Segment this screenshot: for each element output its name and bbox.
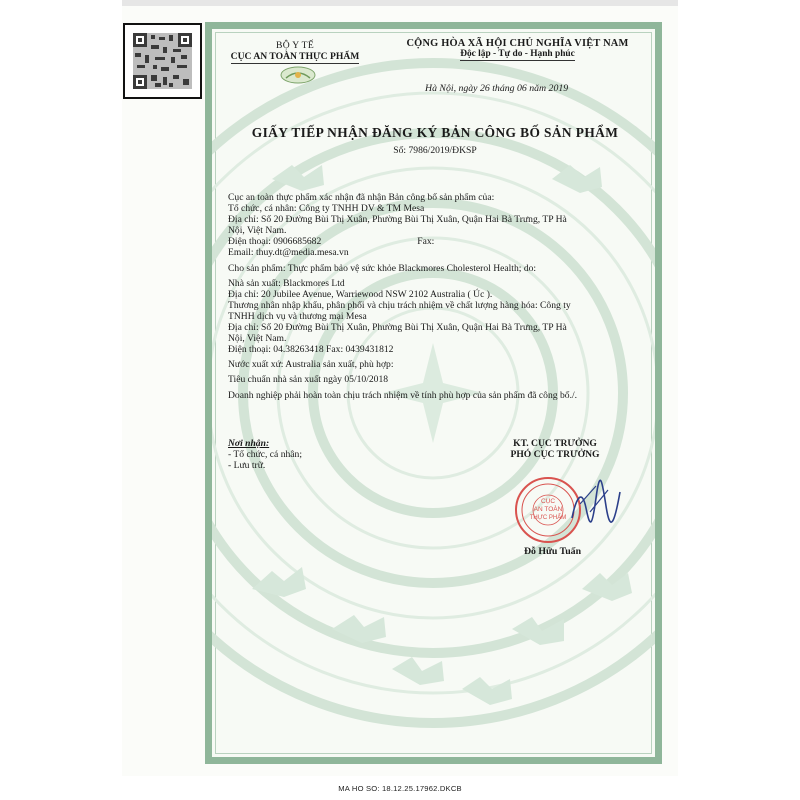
body-organization: Tổ chức, cá nhân: Công ty TNHH DV & TM Mesa xyxy=(228,203,425,215)
national-motto-text: Độc lập - Tự do - Hạnh phúc xyxy=(460,49,575,59)
stamp-line-2: AN TOÀN xyxy=(533,506,563,513)
recipients-block xyxy=(228,438,302,472)
signature-title-1: KT. CỤC TRƯỞNG xyxy=(513,438,597,449)
body-intro: Cục an toàn thực phẩm xác nhận đã nhận Bản công bố sản phẩm của: xyxy=(228,192,495,203)
body-importer-address-2: Nội, Việt Nam. xyxy=(228,333,287,345)
body-importer-phone: Điện thoại: 04.38263418 Fax: 0439431812 xyxy=(228,344,394,356)
recipients-heading: Nơi nhận: xyxy=(228,438,270,449)
national-motto xyxy=(385,49,650,61)
body-standard: Tiêu chuẩn nhà sản xuất ngày 05/10/2018 xyxy=(228,374,389,386)
dossier-code: MA HO SO: 18.12.25.17962.DKCB xyxy=(338,784,462,793)
qr-code xyxy=(123,23,202,99)
body-phone: Điện thoại: 0906685682 xyxy=(228,236,322,248)
body-email: Email: thuy.dt@media.mesa.vn xyxy=(228,247,349,259)
body-responsibility: Doanh nghiệp phải hoàn toàn chịu trách nhiệm về tính phù hợp của sản phẩm đã công bố./. xyxy=(228,389,578,401)
recipient-item: - Tổ chức, cá nhân; xyxy=(228,449,303,461)
country-name: CỘNG HÒA XÃ HỘI CHỦ NGHĨA VIỆT NAM xyxy=(406,38,629,49)
document-number: Số: 7986/2019/ĐKSP xyxy=(393,145,477,156)
stamp-line-1: CỤC xyxy=(540,498,556,505)
agency-name xyxy=(220,51,370,64)
signature-title-2: PHÓ CỤC TRƯỞNG xyxy=(510,449,600,461)
body-manufacturer: Nhà sản xuất: Blackmores Ltd xyxy=(228,277,345,289)
agency-name-text: CỤC AN TOÀN THỰC PHẨM xyxy=(230,51,360,62)
stamp-line-3: THỰC PHẨM xyxy=(529,515,567,521)
body-address-1: Địa chỉ: Số 20 Đường Bùi Thị Xuân, Phường Bùi Thị Xuân, Quận Hai Bà Trưng, TP Hà xyxy=(228,214,567,226)
ministry-name: BỘ Y TẾ xyxy=(276,40,314,51)
body-importer-2: TNHH dịch vụ và thương mại Mesa xyxy=(228,310,367,322)
recipient-item: - Lưu trữ. xyxy=(228,460,266,472)
body-importer-1: Thương nhân nhập khẩu, phân phối và chịu trách nhiệm về chất lượng hàng hóa: Công ty xyxy=(228,299,571,311)
body-origin: Nước xuất xứ: Australia sản xuất, phù hợp: xyxy=(228,359,394,371)
body-manufacturer-address: Địa chỉ: 20 Jubilee Avenue, Warriewood NSW 2102 Australia ( Úc ). xyxy=(228,288,493,300)
issue-date: Hà Nội, ngày 26 tháng 06 năm 2019 xyxy=(425,83,569,94)
handwritten-signature xyxy=(566,478,624,534)
qr-pattern-icon xyxy=(133,33,192,89)
body-address-2: Nội, Việt Nam. xyxy=(228,225,287,237)
document-body xyxy=(228,192,648,401)
body-product: Cho sản phẩm: Thực phẩm bảo vệ sức khỏe Blackmores Cholesterol Health; do: xyxy=(228,262,537,274)
national-header xyxy=(385,38,650,61)
signer-name: Đỗ Hữu Tuấn xyxy=(523,546,582,557)
document-title: GIẤY TIẾP NHẬN ĐĂNG KÝ BẢN CÔNG BỐ SẢN PHẨM xyxy=(251,125,619,140)
body-phone-fax-row xyxy=(228,236,648,247)
body-fax: Fax: xyxy=(417,236,435,248)
signature-title-block xyxy=(475,438,635,461)
agency-logo-icon xyxy=(280,66,316,84)
body-importer-address-1: Địa chỉ: Số 20 Đường Bùi Thị Xuân, Phường Bùi Thị Xuân, Quận Hai Bà Trưng, TP Hà xyxy=(228,322,567,334)
issuing-authority xyxy=(220,40,370,64)
